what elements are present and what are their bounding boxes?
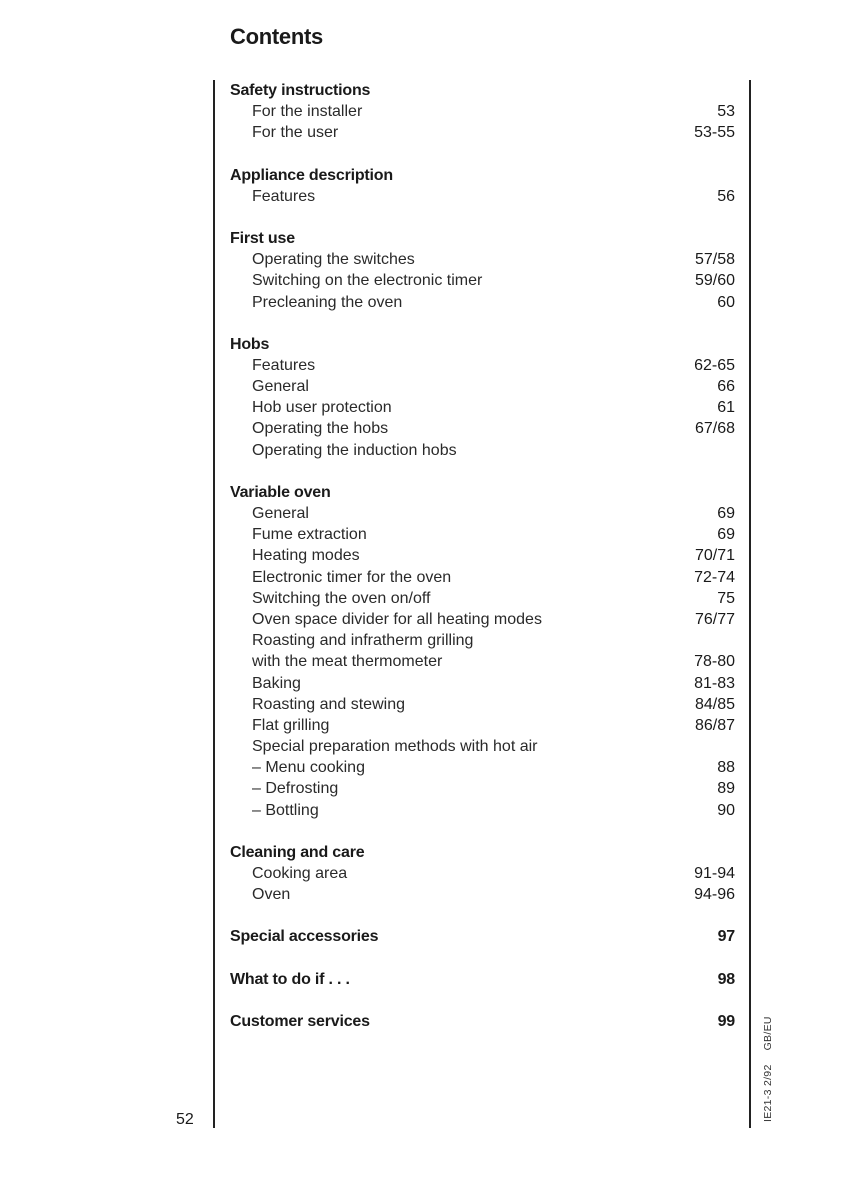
- toc-entry-page: 81-83: [694, 674, 735, 692]
- toc-entry-label: – Bottling: [252, 801, 319, 819]
- toc-entry: [230, 736, 735, 757]
- toc-entry-page: 59/60: [694, 272, 735, 290]
- toc-entry-label: Features: [252, 356, 316, 374]
- toc-entry-page: 89: [717, 780, 735, 798]
- toc-entry: [230, 588, 735, 609]
- section-heading: Cleaning and care: [230, 843, 365, 861]
- toc-section: [230, 842, 735, 906]
- toc-entry-page: 88: [717, 759, 735, 777]
- section-heading-row: [230, 842, 735, 863]
- toc-entry-page: 60: [717, 293, 735, 311]
- toc-entry: [230, 503, 735, 524]
- toc-section: [230, 334, 735, 461]
- toc-entry-page: 69: [717, 526, 735, 544]
- section-heading: Variable oven: [230, 483, 331, 501]
- toc-entry: [230, 863, 735, 884]
- toc-entry-page: 84/85: [694, 695, 735, 713]
- toc-entry-label: General: [252, 378, 309, 396]
- toc-entry-page: 53-55: [694, 124, 735, 142]
- section-heading: Customer services: [230, 1012, 370, 1030]
- table-of-contents: [230, 80, 735, 1053]
- toc-entry: [230, 418, 735, 439]
- toc-section: [230, 80, 735, 144]
- toc-entry-label: Hob user protection: [252, 399, 392, 417]
- toc-entry-page: 72-74: [694, 568, 735, 586]
- toc-section: [230, 969, 735, 990]
- toc-entry: [230, 715, 735, 736]
- toc-entry: [230, 567, 735, 588]
- toc-entry-page: 69: [717, 505, 735, 522]
- toc-entry-page: 78-80: [694, 653, 735, 671]
- toc-entry: [230, 249, 735, 270]
- section-heading-row: [230, 482, 735, 503]
- toc-entry-label: For the installer: [252, 103, 363, 121]
- toc-entry-label: Cooking area: [252, 865, 348, 882]
- section-heading-row: [230, 969, 735, 990]
- toc-entry-page: 66: [717, 378, 735, 396]
- toc-entry: [230, 651, 735, 672]
- toc-entry-label: Baking: [252, 674, 301, 692]
- toc-entry: [230, 186, 735, 207]
- toc-entry-page: 75: [717, 589, 735, 607]
- toc-entry-page: 94-96: [694, 886, 735, 904]
- toc-entry-page: 53: [717, 103, 735, 121]
- toc-entry-label: Electronic timer for the oven: [252, 568, 452, 586]
- section-heading-row: [230, 228, 735, 249]
- toc-entry-label: Heating modes: [252, 547, 360, 565]
- toc-entry: [230, 545, 735, 566]
- toc-entry: [230, 292, 735, 313]
- toc-entry: [230, 524, 735, 545]
- toc-entry-page: 86/87: [694, 716, 735, 734]
- section-heading: Hobs: [230, 335, 270, 353]
- toc-entry-label: Roasting and infratherm grilling: [252, 632, 474, 650]
- toc-section: [230, 165, 735, 207]
- toc-entry: [230, 270, 735, 291]
- toc-section: [230, 926, 735, 947]
- toc-entry-label: Operating the induction hobs: [252, 441, 457, 459]
- section-heading-row: [230, 165, 735, 186]
- toc-section: [230, 228, 735, 313]
- section-heading-row: [230, 926, 735, 947]
- toc-entry-label: – Menu cooking: [252, 759, 365, 777]
- toc-entry-label: Operating the hobs: [252, 420, 389, 438]
- toc-entry: [230, 757, 735, 778]
- toc-entry-label: – Defrosting: [252, 780, 339, 798]
- document-code: [762, 1016, 774, 1122]
- toc-entry-label: Oven: [252, 886, 291, 904]
- toc-entry: [230, 800, 735, 821]
- toc-entry-label: with the meat thermometer: [252, 653, 443, 671]
- left-margin-rule: [213, 80, 215, 1128]
- toc-entry-label: Switching the oven on/off: [252, 589, 431, 607]
- document-code-id: IE21-3 2/92: [762, 1064, 774, 1122]
- toc-entry-page: 91-94: [694, 865, 735, 882]
- page-number: 52: [176, 1111, 194, 1128]
- section-heading: Special accessories: [230, 928, 379, 946]
- section-heading-row: [230, 1011, 735, 1032]
- toc-entry-page: 62-65: [694, 356, 735, 374]
- right-margin-rule: [749, 80, 751, 1128]
- toc-entry: [230, 673, 735, 694]
- toc-entry-page: 76/77: [694, 610, 735, 628]
- toc-entry: [230, 778, 735, 799]
- toc-entry: [230, 609, 735, 630]
- toc-entry: [230, 884, 735, 905]
- toc-entry: [230, 355, 735, 376]
- toc-entry-label: For the user: [252, 124, 339, 142]
- toc-entry-page: 70/71: [694, 547, 735, 565]
- toc-entry: [230, 694, 735, 715]
- toc-entry-label: Features: [252, 187, 316, 205]
- toc-entry-label: Special preparation methods with hot air: [252, 738, 538, 756]
- toc-entry-label: Flat grilling: [252, 716, 330, 734]
- toc-entry-page: 67/68: [694, 420, 735, 438]
- toc-entry-page: 61: [717, 399, 735, 417]
- toc-entry: [230, 630, 735, 651]
- section-heading: Appliance description: [230, 166, 393, 184]
- toc-entry: [230, 122, 735, 143]
- toc-entry-label: Oven space divider for all heating modes: [252, 610, 542, 628]
- toc-entry: [230, 376, 735, 397]
- toc-entry: [230, 101, 735, 122]
- toc-entry-label: Roasting and stewing: [252, 695, 405, 713]
- section-heading: Safety instructions: [230, 82, 371, 99]
- toc-entry-label: Switching on the electronic timer: [252, 272, 483, 290]
- toc-section: [230, 482, 735, 821]
- document-code-region: GB/EU: [762, 1016, 774, 1051]
- toc-entry-label: General: [252, 505, 309, 522]
- toc-entry: [230, 440, 735, 461]
- section-page-number: 98: [717, 970, 735, 988]
- section-heading: First use: [230, 229, 295, 247]
- toc-entry-page: 90: [717, 801, 735, 819]
- section-page-number: 99: [717, 1012, 735, 1030]
- section-heading: What to do if . . .: [230, 970, 350, 988]
- toc-entry: [230, 397, 735, 418]
- toc-entry-label: Operating the switches: [252, 251, 415, 269]
- toc-section: [230, 1011, 735, 1032]
- section-page-number: 97: [717, 928, 735, 946]
- section-heading-row: [230, 80, 735, 101]
- page-title: Contents: [230, 24, 323, 49]
- toc-entry-label: Fume extraction: [252, 526, 367, 544]
- section-heading-row: [230, 334, 735, 355]
- toc-entry-label: Precleaning the oven: [252, 293, 403, 311]
- toc-entry-page: 56: [717, 187, 735, 205]
- toc-entry-page: 57/58: [694, 251, 735, 269]
